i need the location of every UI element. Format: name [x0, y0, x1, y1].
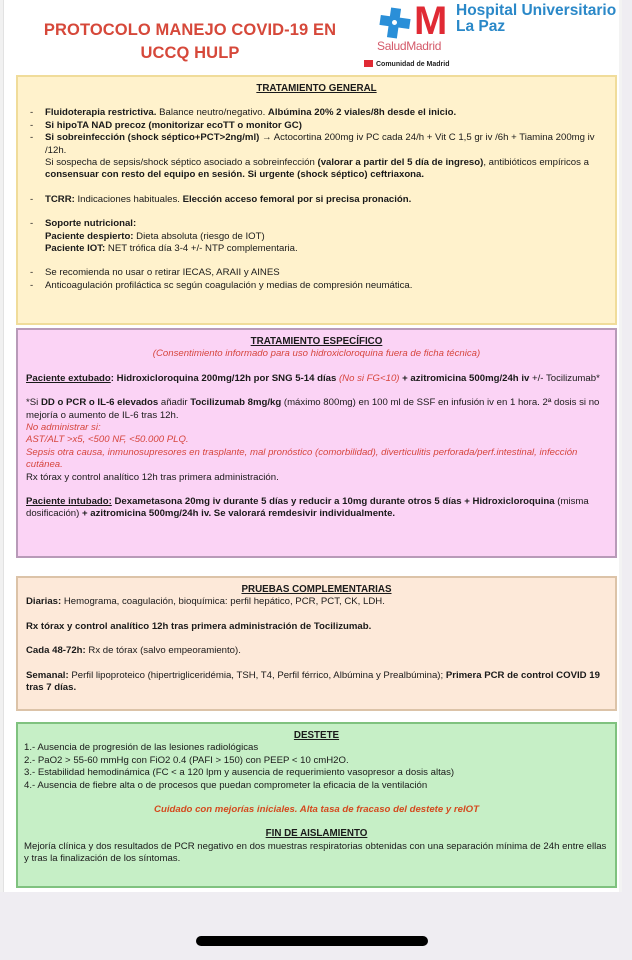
- list-item: - TCRR: Indicaciones habituales. Elección acceso femoral por si precisa pronación.: [30, 194, 603, 206]
- specific-header: TRATAMIENTO ESPECÍFICO: [250, 336, 383, 347]
- specific-treatment-box: [16, 328, 617, 558]
- general-treatment-box: [16, 75, 617, 325]
- every-48-72h-tests: Cada 48-72h: Rx de tórax (salvo empeoramiento).: [26, 645, 241, 657]
- hospital-logo: [376, 2, 626, 72]
- list-item: - Anticoagulación profiláctica sc según coagulación y medias de compresión neumática.: [30, 280, 603, 292]
- document-title: [20, 19, 360, 65]
- salud-madrid-label: SaludMadrid: [377, 39, 442, 53]
- tests-header: PRUEBAS COMPLEMENTARIAS: [241, 584, 392, 595]
- contraindication-heading: No administrar si:: [26, 422, 101, 434]
- contraindication-conditions: Sepsis otra causa, inmunosupresores en trasplante, mal pronóstico (comorbilidad), diverticulitis perforada/perf.intestinal, infección cutánea.: [26, 446, 578, 471]
- rx-control-note: Rx tórax y control analítico 12h tras primera administración.: [26, 471, 279, 483]
- list-item: - Si hipoTA NAD precoz (monitorizar ecoTT o monitor GC): [30, 120, 603, 132]
- title-line-2: UCCQ HULP: [140, 44, 240, 62]
- general-list: [30, 107, 603, 181]
- rx-tocilizumab-note: Rx tórax y control analítico 12h tras primera administración de Tocilizumab.: [26, 620, 372, 632]
- hospital-name: [456, 3, 616, 35]
- logo-mark: M: [414, 0, 448, 43]
- title-line-1: PROTOCOLO MANEJO COVID-19 EN: [43, 21, 337, 39]
- isolation-end-header: FIN DE AISLAMIENTO: [265, 828, 368, 840]
- weaning-box: [16, 722, 617, 888]
- weaning-header: DESTETE: [293, 730, 340, 741]
- list-item: - Se recomienda no usar o retirar IECAS, ARAII y AINES: [30, 267, 603, 279]
- list-item: - Fluidoterapia restrictiva. Balance neutro/negativo. Albúmina 20% 2 viales/8h desde el inicio.: [30, 107, 603, 119]
- weaning-criterion: 3.- Estabilidad hemodinámica (FC < a 120 lpm y ausencia de requerimiento vasopresor a dosis altas): [24, 767, 455, 779]
- madrid-flag-icon: [364, 60, 373, 67]
- weaning-criterion: 4.- Ausencia de fiebre alta o de procesos que puedan comprometer la eficacia de la ventilación: [24, 779, 428, 791]
- list-item: - Soporte nutricional: Paciente despierto: Dieta absoluta (riesgo de IOT) Paciente IOT: NET trófica día 3-4 +/- NTP complementaria.: [30, 218, 603, 255]
- health-cross-icon: [378, 6, 412, 40]
- isolation-end-text: Mejoría clínica y dos resultados de PCR negativo en dos muestras respiratorias obtenidas con una separación mínima de 24h entre ellas y tras la finalización de los síntomas.: [24, 840, 607, 865]
- tocilizumab-paragraph: *Si DD o PCR o IL-6 elevados añadir Tocilizumab 8mg/kg (máximo 800mg) en 100 ml de SSF en infusión iv en 1 hora. 2ª dosis si no mejoría o aumento de IL-6 tras 12h.: [26, 397, 600, 421]
- complementary-tests-box: [16, 576, 617, 711]
- hospital-name-line-2: La Paz: [456, 18, 506, 35]
- extubated-patient-paragraph: Paciente extubado: Hidroxicloroquina 200mg/12h por SNG 5-14 días (No si FG<10) + azitromicina 500mg/24h iv +/- Tocilizumab*: [26, 372, 600, 384]
- daily-tests: Diarias: Hemograma, coagulación, bioquímica: perfil hepático, PCR, PCT, CK, LDH.: [26, 596, 385, 608]
- home-indicator[interactable]: [196, 936, 428, 946]
- intubated-patient-paragraph: Paciente intubado: Dexametasona 20mg iv durante 5 días y reducir a 10mg durante otros 5 días + Hidroxicloroquina (misma dosificación) + azitromicina 500mg/24h iv. Se valorará remdesivir individualmente.: [26, 496, 589, 520]
- page-edge: [0, 0, 4, 892]
- comunidad-label: Comunidad de Madrid: [364, 60, 450, 69]
- weekly-tests: Semanal: Perfil lipoproteico (hipertrigliceridémia, TSH, T4, Perfil férrico, Albúmina y Prealbúmina); Primera PCR de control COVID 19 tras 7 días.: [26, 669, 600, 694]
- consent-note: (Consentimiento informado para uso hidroxicloroquina fuera de ficha técnica): [152, 348, 481, 360]
- weaning-criterion: 2.- PaO2 > 55-60 mmHg con FiO2 0.4 (PAFI > 150) con PEEP < 10 cmH2O.: [24, 754, 349, 766]
- list-item: - Si sobreinfección (shock séptico+PCT>2ng/ml) → Actocortina 200mg iv PC cada 24/h + Vit C 1,5 gr iv /6h + Tiamina 200mg iv /12h. Si sospecha de sepsis/shock séptico asociado a sobreinfección (valorar a partir del 5 día de ingreso), antibióticos empíricos a consensuar con resto del equipo en sesión. Si urgente (shock séptico) ceftriaxona.: [30, 132, 603, 182]
- weaning-warning: Cuidado con mejorías iniciales. Alta tasa de fracaso del destete y reIOT: [154, 804, 479, 816]
- general-header: TRATAMIENTO GENERAL: [256, 83, 377, 94]
- hospital-name-line-1: Hospital Universitario: [456, 2, 617, 19]
- contraindication-labs: AST/ALT >x5, <500 NF, <50.000 PLQ.: [26, 434, 189, 446]
- weaning-criterion: 1.- Ausencia de progresión de las lesiones radiológicas: [24, 742, 259, 754]
